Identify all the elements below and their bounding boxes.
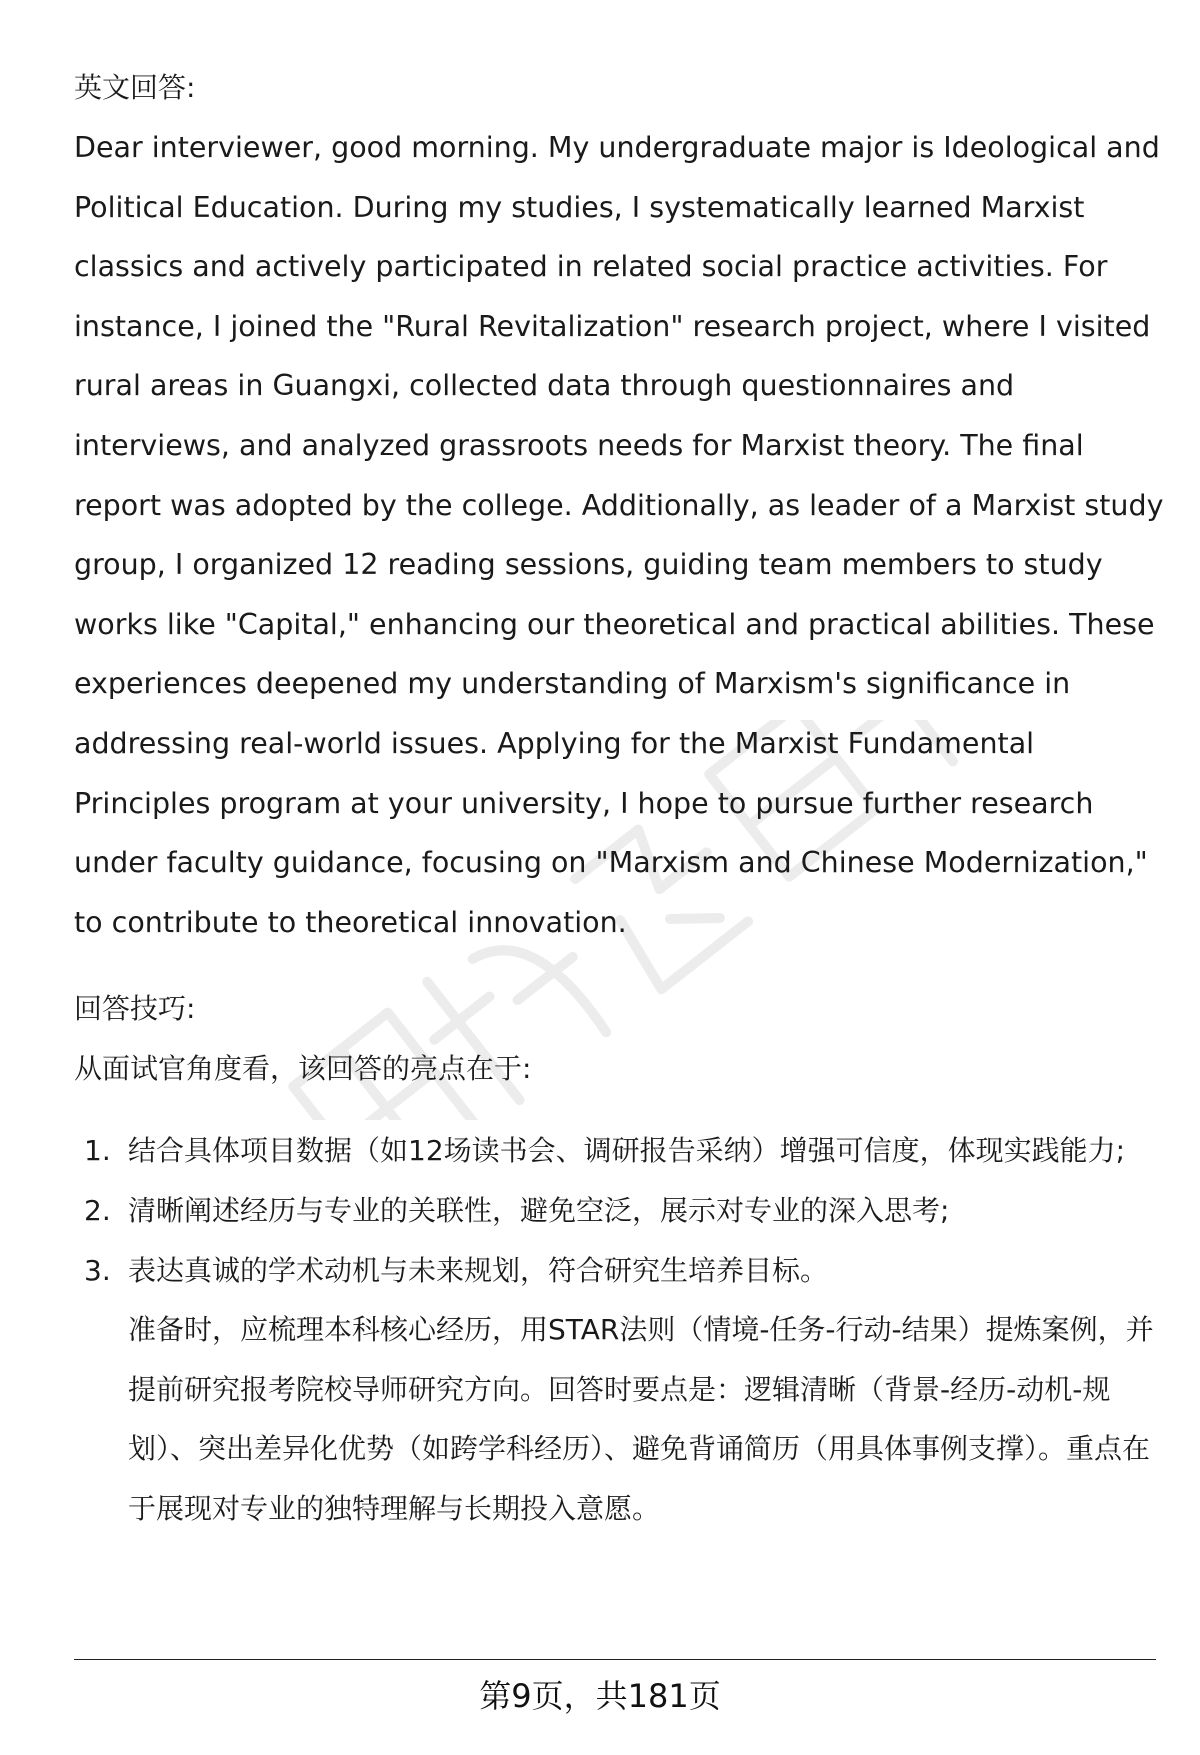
list-item <box>74 1241 1164 1301</box>
list-number: 1. <box>84 1134 111 1168</box>
tips-intro: 从面试官角度看，该回答的亮点在于: <box>74 1052 532 1086</box>
list-number: 2. <box>84 1193 111 1227</box>
list-item <box>74 1181 1164 1241</box>
footer-divider <box>74 1659 1156 1660</box>
tips-list <box>74 1121 1164 1300</box>
answer-heading: 英文回答: <box>74 71 196 104</box>
main-content <box>74 58 1164 1538</box>
list-item-text: 表达真诚的学术动机与未来规划，符合研究生培养目标。 <box>128 1253 829 1287</box>
page-number: 第9页，共181页 <box>479 1677 721 1715</box>
list-item-text: 清晰阐述经历与专业的关联性，避免空泛，展示对专业的深入思考; <box>128 1193 950 1227</box>
tips-heading: 回答技巧: <box>74 992 196 1026</box>
preparation-text: 准备时，应梳理本科核心经历，用STAR法则（情境-任务-行动-结果）提炼案例，并提前研究报考院校导师研究方向。回答时要点是：逻辑清晰（背景-经历-动机-规划）、突出差异化优势（如跨学科经历）、避免背诵简历（用具体事例支撑）。重点在于展现对专业的独特理解与长期投入意愿。 <box>128 1313 1154 1525</box>
list-number: 3. <box>84 1253 111 1287</box>
english-answer-text: Dear interviewer, good morning. My undergraduate major is Ideological and Political Education. During my studies, I systematically learned Marxist classics and actively participated in related social practice activities. For instance, I joined the "Rural Revitalization" research project, where I visited rural areas in Guangxi, collected data through questionnaires and interviews, and analyzed grassroots needs for Marxist theory. The final report was adopted by the college. Additionally, as leader of a Marxist study group, I organized 12 reading sessions, guiding team members to study works like "Capital," enhancing our theoretical and practical abilities. These experiences deepened my understanding of Marxism's significance in addressing real-world issues. Applying for the Marxist Fundamental Principles program at your university, I hope to pursue further research under faculty guidance, focusing on "Marxism and Chinese Modernization," to contribute to theoretical innovation. <box>74 131 1164 939</box>
list-item-text: 结合具体项目数据（如12场读书会、调研报告采纳）增强可信度，体现实践能力; <box>128 1134 1126 1168</box>
list-item <box>74 1121 1164 1181</box>
